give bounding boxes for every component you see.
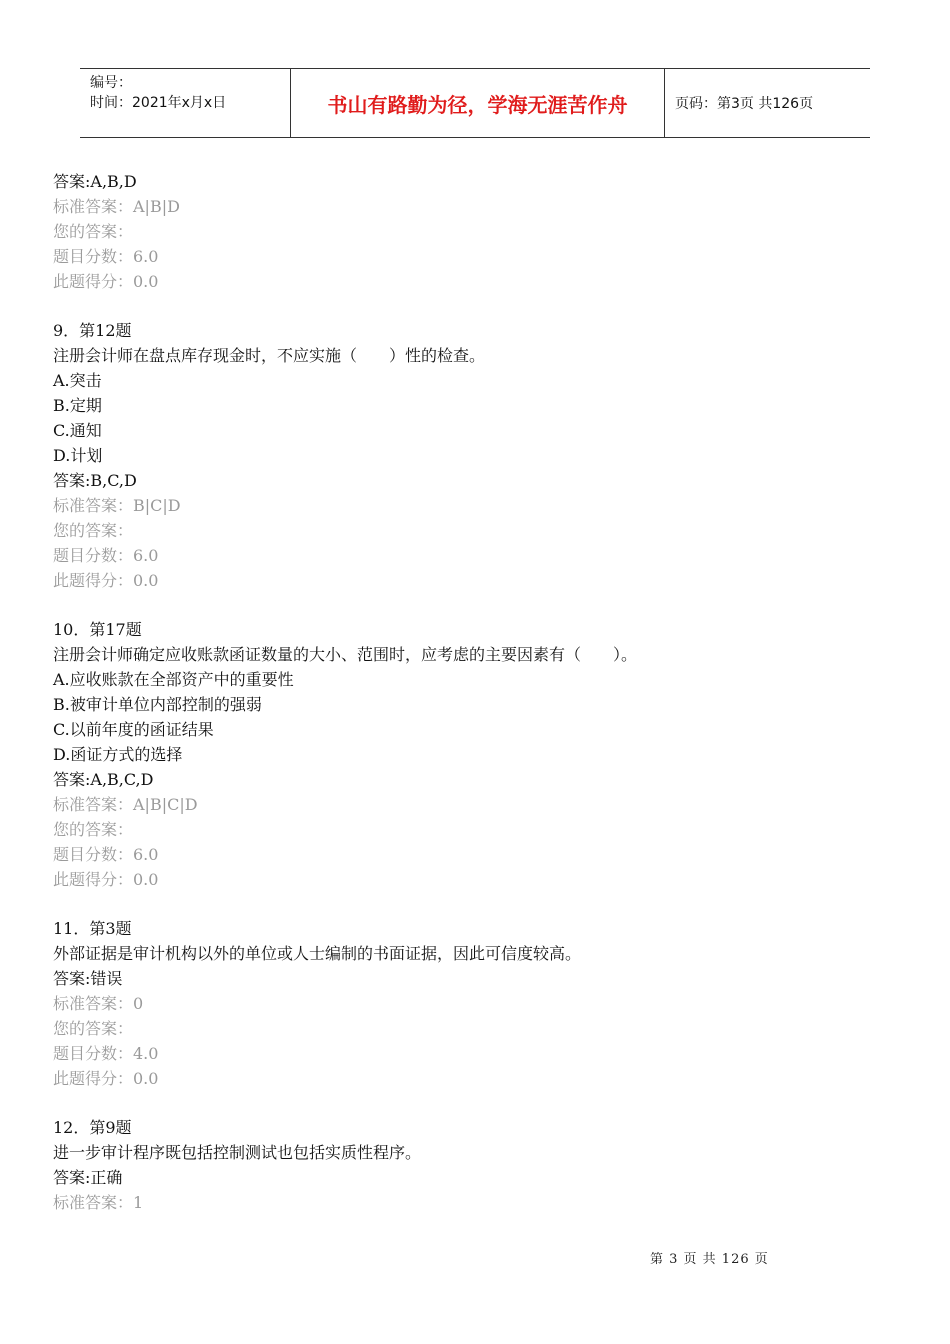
- question-line: 注册会计师确定应收账款函证数量的大小、范围时，应考虑的主要因素有（ ）。: [53, 645, 638, 664]
- answer-detail-line: 标准答案：1: [53, 1193, 144, 1212]
- header-motto: [291, 69, 665, 137]
- answer-detail-line: 此题得分：0.0: [53, 1069, 159, 1088]
- question-line: 12．第9题: [53, 1118, 132, 1137]
- question-line: 10．第17题: [53, 620, 142, 639]
- question-line: A.突击: [53, 371, 102, 390]
- question-list: [53, 169, 873, 1215]
- motto-text: 书山有路勤为径，学海无涯苦作舟: [327, 92, 628, 117]
- question-line: D.计划: [53, 446, 103, 465]
- header-page: [665, 69, 870, 137]
- question-line: 进一步审计程序既包括控制测试也包括实质性程序。: [53, 1143, 422, 1162]
- question-line: 11．第3题: [53, 919, 132, 938]
- spacer: [53, 593, 873, 617]
- number-label: 编号：: [90, 75, 132, 91]
- answer-detail-line: 您的答案：: [53, 1019, 134, 1038]
- answer-detail-line: 题目分数：6.0: [53, 546, 159, 565]
- answer-detail-line: 题目分数：4.0: [53, 1044, 159, 1063]
- question-line: 答案:A,B,D: [53, 172, 137, 191]
- spacer: [53, 1091, 873, 1115]
- question-line: B.被审计单位内部控制的强弱: [53, 695, 262, 714]
- question-line: C.通知: [53, 421, 102, 440]
- question-line: C.以前年度的函证结果: [53, 720, 214, 739]
- spacer: [53, 294, 873, 318]
- question-line: 答案:错误: [53, 969, 123, 988]
- question-line: D.函证方式的选择: [53, 745, 183, 764]
- question-line: 9．第12题: [53, 321, 132, 340]
- time-label: 时间：2021年x月x日: [90, 95, 227, 111]
- answer-detail-line: 题目分数：6.0: [53, 247, 159, 266]
- page-footer: 第 3 页 共 126 页: [650, 1252, 769, 1267]
- question-line: A.应收账款在全部资产中的重要性: [53, 670, 294, 689]
- answer-detail-line: 您的答案：: [53, 820, 134, 839]
- question-line: 注册会计师在盘点库存现金时，不应实施（ ）性的检查。: [53, 346, 486, 365]
- page-label: 页码：第3页 共126页: [675, 96, 814, 112]
- answer-detail-line: 您的答案：: [53, 521, 134, 540]
- answer-detail-line: 此题得分：0.0: [53, 571, 159, 590]
- answer-detail-line: 您的答案：: [53, 222, 134, 241]
- question-line: 答案:A,B,C,D: [53, 770, 154, 789]
- header-meta: [80, 69, 291, 137]
- spacer: [53, 892, 873, 916]
- answer-detail-line: 标准答案：A|B|D: [53, 197, 180, 216]
- answer-detail-line: 标准答案：B|C|D: [53, 496, 181, 515]
- question-line: 答案:B,C,D: [53, 471, 137, 490]
- answer-detail-line: 此题得分：0.0: [53, 272, 159, 291]
- question-line: B.定期: [53, 396, 102, 415]
- page-header: [80, 68, 870, 138]
- answer-detail-line: 标准答案：A|B|C|D: [53, 795, 198, 814]
- question-line: 外部证据是审计机构以外的单位或人士编制的书面证据，因此可信度较高。: [53, 944, 582, 963]
- question-line: 答案:正确: [53, 1168, 123, 1187]
- answer-detail-line: 此题得分：0.0: [53, 870, 159, 889]
- answer-detail-line: 题目分数：6.0: [53, 845, 159, 864]
- answer-detail-line: 标准答案：0: [53, 994, 144, 1013]
